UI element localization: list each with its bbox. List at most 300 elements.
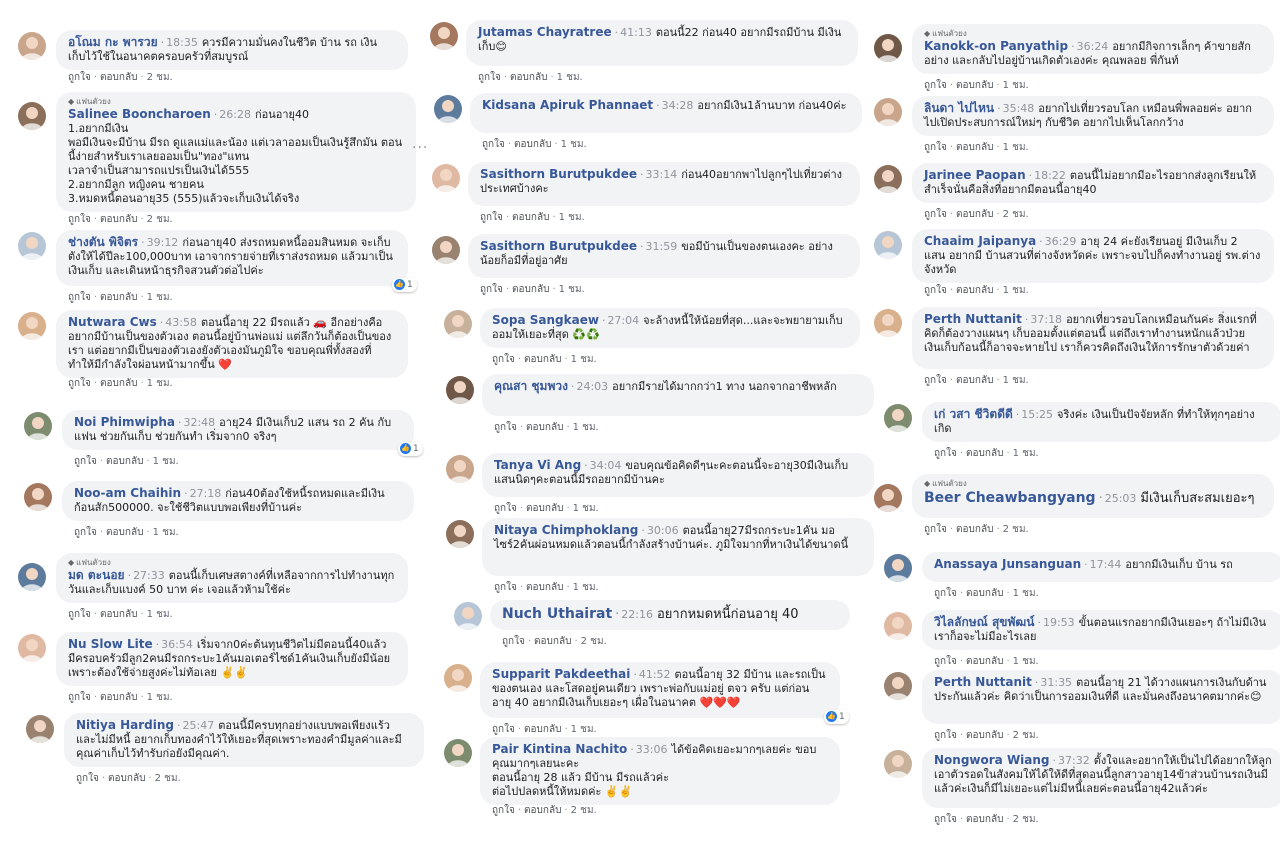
separator-dot: · — [949, 524, 954, 535]
comment-text: ตอนนี้ไม่อยากมีอะไรอยากส่งลูกเรียนให้สำเร็จนั่นคือสิ่งที่อยากมีตอนนี้อายุ40 — [924, 169, 1257, 196]
commenter-name[interactable]: Nitaya Chimphoklang — [494, 523, 639, 537]
separator-dot: · — [517, 354, 522, 365]
avatar[interactable] — [884, 672, 912, 700]
video-timestamp[interactable]: 32:48 — [183, 416, 216, 429]
like-link[interactable]: ถูกใจ — [934, 814, 957, 825]
reply-link[interactable]: ตอบกลับ — [106, 456, 144, 467]
commenter-name[interactable]: อโณม กะ พารวย — [68, 35, 158, 49]
separator-dot: · — [566, 422, 570, 433]
commenter-name[interactable]: Anassaya Junsanguan — [934, 557, 1082, 571]
reply-link[interactable]: ตอบกลับ — [956, 285, 994, 296]
separator-dot: · — [601, 314, 606, 327]
video-timestamp[interactable]: 43:58 — [165, 316, 197, 329]
separator-dot: · — [93, 609, 98, 620]
like-link[interactable]: ถูกใจ — [924, 285, 947, 296]
reply-link[interactable]: ตอบกลับ — [966, 448, 1004, 459]
comment-actions — [924, 522, 1029, 537]
comment — [874, 24, 1274, 96]
video-timestamp[interactable]: 41:13 — [620, 26, 652, 39]
like-link[interactable]: ถูกใจ — [74, 456, 97, 467]
avatar[interactable] — [18, 634, 46, 662]
commenter-name[interactable]: Supparit Pakdeethai — [492, 667, 631, 681]
video-timestamp[interactable]: 36:29 — [1044, 235, 1077, 248]
comment-bubble — [912, 163, 1274, 203]
diamond-badge-icon: ◆ — [924, 29, 931, 38]
comment-text: มีเงินเก็บสะสมเยอะๆ — [1140, 491, 1255, 506]
commenter-name[interactable]: คุณสา ชุมพวง — [494, 379, 568, 393]
time-ago: 1 ชม. — [1002, 375, 1029, 386]
like-link[interactable]: ถูกใจ — [68, 378, 91, 389]
separator-dot: · — [101, 773, 106, 784]
video-timestamp[interactable]: 37:32 — [1058, 754, 1090, 767]
commenter-name[interactable]: Kanokk-on Panyathip — [924, 39, 1069, 53]
commenter-name[interactable]: ช่างตัน พิจิตร — [68, 235, 139, 249]
commenter-name[interactable]: Nongwora Wiang — [934, 753, 1050, 767]
comment-text: อายุ24 มีเงินเก็บ2 แสน รถ 2 คัน กับแฟน ช่วยกันเก็บ ช่วยกันทำ เริ่มจาก0 จริงๆ — [74, 416, 392, 443]
comment-text: อยากมีกิจการเล็กๆ ค้าขายสักอย่าง และกลับไปอยู่บ้านเกิดตัวเองค่ะ คุณพลอย พี่กันท์ — [924, 40, 1251, 67]
comment-bubble — [912, 96, 1274, 136]
video-timestamp[interactable]: 34:28 — [661, 99, 694, 112]
comment-actions — [494, 580, 599, 595]
separator-dot: · — [159, 316, 164, 329]
reply-link[interactable]: ตอบกลับ — [956, 80, 994, 91]
like-link[interactable]: ถูกใจ — [74, 527, 97, 538]
avatar[interactable] — [884, 612, 912, 640]
like-link[interactable]: ถูกใจ — [934, 730, 957, 741]
time-ago: 1 ชม. — [570, 724, 597, 735]
comment-bubble — [912, 307, 1274, 369]
separator-dot: · — [146, 456, 150, 467]
separator-dot: · — [141, 236, 145, 249]
like-link[interactable]: ถูกใจ — [492, 805, 515, 816]
avatar[interactable] — [446, 520, 474, 548]
commenter-name[interactable]: Sasithorn Burutpukdee — [480, 239, 638, 253]
time-ago: 2 ชม. — [1012, 730, 1039, 741]
comment-actions — [74, 454, 179, 469]
comment-bubble — [56, 310, 408, 378]
video-timestamp[interactable]: 41:52 — [638, 668, 671, 681]
time-ago: 1 ชม. — [1002, 142, 1029, 153]
avatar[interactable] — [24, 483, 52, 511]
separator-dot: · — [552, 284, 556, 295]
commenter-name[interactable]: Nuch Uthairat — [502, 606, 613, 622]
like-link[interactable]: ถูกใจ — [76, 773, 99, 784]
reply-link[interactable]: ตอบกลับ — [106, 527, 144, 538]
comment-actions — [68, 607, 173, 622]
like-link[interactable]: ถูกใจ — [502, 636, 525, 647]
video-timestamp[interactable]: 27:04 — [607, 314, 640, 327]
avatar[interactable] — [444, 310, 472, 338]
comment-text: ตอนนี้มีครบทุกอย่างแบบพอเพียงแร้ว และไม่มีหนี้ อยากเก็บทองคำไว้ให้เยอะที่สุดเพราะทองคำมีมูลค่าและมีคุณค่าเก็บไว้ทำรับก่อยังมีคุณค่า. — [76, 719, 402, 760]
avatar[interactable] — [434, 95, 462, 123]
avatar[interactable] — [432, 236, 460, 264]
comment — [18, 230, 413, 308]
video-timestamp[interactable]: 18:22 — [1034, 169, 1066, 182]
reply-link[interactable]: ตอบกลับ — [956, 209, 994, 220]
comment-actions — [502, 634, 607, 649]
avatar[interactable] — [18, 563, 46, 591]
separator-dot: · — [517, 724, 522, 735]
commenter-name[interactable]: Pair Kintina Nachito — [492, 742, 628, 756]
comment-text: อยากเที่ยวรอบโลกเหมือนกันค่ะ สิ่งแรกที่คิดก็ต้องวางแผนๆ เก็บออมตั้งแต่ตอนนี้ แต่ถึงเราทำงานหนักแล้วป่วย เงินเก็บก้อนนี้ก็อาจจะหายไป เราก็ควรคิดถึงเงินให้การรักษาตัวด้วยค่า — [924, 313, 1257, 354]
comment-bubble — [482, 453, 874, 497]
comment-text: ตอนนี้อายุ 32 มีบ้าน และรถเป็นของตนเอง และโสดอยู่คนเดียว เพราะพ่อกับแม่อยู่ ตจว ครับ แต่ก่อนอายุ 40 อยากมีเงินเก็บเยอะๆ เผื่อในอนาคต ❤️❤️❤️ — [492, 668, 826, 709]
comment-actions — [68, 212, 173, 227]
comment-text: ควรมีความมั่นคงในชีวิต บ้าน รถ เงิน เก็บไว้ใช้ในอนาคตครอบครัวที่สมบูรณ์ — [68, 36, 381, 63]
commenter-name[interactable]: Nutwara Cws — [68, 315, 157, 329]
like-link[interactable]: ถูกใจ — [68, 72, 91, 83]
comment — [884, 670, 1274, 746]
reaction-count[interactable] — [398, 442, 423, 456]
avatar[interactable] — [18, 32, 46, 60]
avatar[interactable] — [446, 376, 474, 404]
separator-dot: · — [996, 80, 1000, 91]
reply-link[interactable]: ตอบกลับ — [966, 730, 1004, 741]
separator-dot: · — [140, 378, 144, 389]
time-ago: 2 ชม. — [580, 636, 607, 647]
comment-bubble — [922, 552, 1280, 582]
like-link[interactable]: ถูกใจ — [934, 656, 957, 667]
time-ago: 1 ชม. — [556, 72, 583, 83]
like-link[interactable]: ถูกใจ — [68, 214, 91, 225]
comment-text: ตอนนี้22 ก่อน40 อยากมีรถมีบ้าน มีเงินเก็บ😊 — [478, 26, 842, 53]
like-link[interactable]: ถูกใจ — [924, 524, 947, 535]
video-timestamp[interactable]: 35:48 — [1002, 102, 1035, 115]
video-timestamp[interactable]: 33:14 — [645, 168, 678, 181]
video-timestamp[interactable]: 31:59 — [645, 240, 678, 253]
separator-dot: · — [552, 212, 556, 223]
comment-actions — [480, 282, 585, 297]
comment-text: อยากมีเงินเก็บ บ้าน รถ — [1125, 558, 1233, 571]
separator-dot: · — [1071, 40, 1075, 53]
time-ago: 2 ชม. — [146, 72, 173, 83]
avatar[interactable] — [454, 602, 482, 630]
reaction-count[interactable] — [392, 278, 417, 292]
separator-dot: · — [640, 168, 644, 181]
like-link[interactable]: ถูกใจ — [68, 609, 91, 620]
reply-link[interactable]: ตอบกลับ — [526, 582, 564, 593]
separator-dot: · — [140, 72, 144, 83]
commenter-name[interactable]: Perth Nuttanit — [924, 312, 1022, 326]
separator-dot: · — [959, 814, 964, 825]
reaction-count[interactable] — [824, 710, 849, 724]
commenter-name[interactable]: Perth Nuttanit — [934, 675, 1032, 689]
comment-text: จริงค่ะ เงินเป็นปัจจัยหลัก ที่ทำให้ทุกๆอย่างเกิด — [934, 408, 1255, 435]
like-link[interactable]: ถูกใจ — [494, 582, 517, 593]
comment-text: อยากหมดหนี้ก่อนอายุ 40 — [656, 607, 799, 622]
separator-dot: · — [615, 607, 620, 622]
top-fan-label: แฟนตัวยง — [76, 97, 111, 106]
commenter-name[interactable]: Jarinee Paopan — [924, 168, 1026, 182]
commenter-name[interactable]: เก่ วสา ชีวิตดีดี — [934, 407, 1013, 421]
comment-actions — [480, 210, 585, 225]
reply-link[interactable]: ตอบกลับ — [100, 214, 138, 225]
separator-dot: · — [160, 36, 165, 49]
reply-link[interactable]: ตอบกลับ — [524, 724, 562, 735]
commenter-name[interactable]: มด ตะนอย — [68, 568, 125, 582]
video-timestamp[interactable]: 34:04 — [589, 459, 622, 472]
like-link[interactable]: ถูกใจ — [478, 72, 501, 83]
comment — [446, 518, 860, 598]
like-link[interactable]: ถูกใจ — [924, 80, 947, 91]
avatar[interactable] — [18, 232, 46, 260]
time-ago: 1 ชม. — [570, 354, 597, 365]
reply-link[interactable]: ตอบกลับ — [526, 503, 564, 514]
reply-link[interactable]: ตอบกลับ — [524, 354, 562, 365]
avatar[interactable] — [874, 165, 902, 193]
like-thumb-icon: 👍 — [827, 712, 836, 720]
separator-dot: · — [570, 380, 575, 393]
commenter-name[interactable]: Nitiya Harding — [76, 718, 174, 732]
avatar[interactable] — [884, 404, 912, 432]
separator-dot: · — [1098, 491, 1103, 506]
separator-dot: · — [99, 527, 104, 538]
avatar[interactable] — [26, 715, 54, 743]
comment — [446, 374, 860, 438]
avatar[interactable] — [18, 312, 46, 340]
reply-link[interactable]: ตอบกลับ — [514, 139, 552, 150]
separator-dot: · — [949, 375, 954, 386]
separator-dot: · — [1006, 588, 1010, 599]
comment-bubble — [56, 92, 416, 212]
commenter-name[interactable]: Kidsana Apiruk Phannaet — [482, 98, 654, 112]
reply-link[interactable]: ตอบกลับ — [100, 378, 138, 389]
video-timestamp[interactable]: 39:12 — [146, 236, 179, 249]
comment-text: ตอนนี้อายุ 22 มีรถแล้ว 🚗 อีกอย่างคือ อยากมีบ้านเป็นของตัวเอง ตอนนี้อยู่บ้านพ่อแม่ แต่ลึกวันก็ต้องเป็นของเรา แต่อยากมีเป็นของตัวเองยังตัวเองมันภูมิใจ ขอบคุณพี่ทั้งสองที่ทำให้มีกำลังใจผ่อนหน้ามากขึ้น ❤️ — [68, 316, 392, 371]
separator-dot: · — [554, 139, 558, 150]
video-timestamp[interactable]: 26:28 — [219, 108, 251, 121]
avatar[interactable] — [444, 739, 472, 767]
comment-actions — [76, 771, 181, 786]
time-ago: 1 ชม. — [1012, 588, 1039, 599]
like-link[interactable]: ถูกใจ — [68, 292, 91, 303]
reply-link[interactable]: ตอบกลับ — [966, 814, 1004, 825]
avatar[interactable] — [444, 664, 472, 692]
video-timestamp[interactable]: 37:18 — [1030, 313, 1063, 326]
comment — [26, 713, 410, 789]
top-fan-badge — [924, 479, 1262, 489]
comment — [874, 307, 1274, 391]
like-thumb-icon: 👍 — [401, 444, 410, 452]
separator-dot: · — [656, 99, 660, 112]
separator-dot: · — [959, 588, 964, 599]
like-link[interactable]: ถูกใจ — [924, 142, 947, 153]
commenter-name[interactable]: Sasithorn Burutpukdee — [480, 167, 638, 181]
avatar[interactable] — [884, 750, 912, 778]
avatar[interactable] — [18, 102, 46, 130]
reply-link[interactable]: ตอบกลับ — [956, 524, 994, 535]
comment — [454, 600, 860, 652]
video-timestamp[interactable]: 22:16 — [621, 608, 653, 621]
reply-link[interactable]: ตอบกลับ — [512, 284, 550, 295]
avatar[interactable] — [874, 484, 902, 512]
separator-dot: · — [949, 142, 954, 153]
commenter-name[interactable]: Noi Phimwipha — [74, 415, 175, 429]
commenter-name[interactable]: Salinee Booncharoen — [68, 107, 211, 121]
avatar[interactable] — [24, 412, 52, 440]
comment-text: ขอบคุณข้อคิดดีๆนะคะตอนนี้จะอายุ30มีเงินเก็บแสนนิดๆคะตอนนี้มีรถอยากมีบ้านคะ — [494, 459, 849, 486]
separator-dot: · — [566, 582, 570, 593]
separator-dot: · — [519, 422, 524, 433]
avatar[interactable] — [874, 34, 902, 62]
time-ago: 1 ชม. — [146, 292, 173, 303]
video-timestamp[interactable]: 31:35 — [1040, 676, 1073, 689]
top-fan-label: แฟนตัวยง — [932, 29, 967, 38]
video-timestamp[interactable]: 24:03 — [576, 380, 609, 393]
time-ago: 2 ชม. — [1012, 814, 1039, 825]
separator-dot: · — [949, 209, 954, 220]
separator-dot: · — [633, 668, 637, 681]
comment — [18, 632, 410, 708]
separator-dot: · — [213, 108, 218, 121]
avatar[interactable] — [874, 231, 902, 259]
separator-dot: · — [1006, 730, 1010, 741]
comment-actions — [482, 137, 587, 152]
reply-link[interactable]: ตอบกลับ — [510, 72, 548, 83]
time-ago: 1 ชม. — [152, 456, 179, 467]
like-link[interactable]: ถูกใจ — [494, 422, 517, 433]
like-link[interactable]: ถูกใจ — [934, 448, 957, 459]
commenter-name[interactable]: Beer Cheawbangyang — [924, 490, 1096, 506]
like-link[interactable]: ถูกใจ — [482, 139, 505, 150]
comment-actions — [924, 207, 1029, 222]
separator-dot: · — [996, 285, 1000, 296]
avatar[interactable] — [446, 455, 474, 483]
comment-bubble — [468, 234, 860, 278]
commenter-name[interactable]: Jutamas Chayratree — [478, 25, 612, 39]
reply-link[interactable]: ตอบกลับ — [108, 773, 146, 784]
time-ago: 2 ชม. — [146, 214, 173, 225]
like-link[interactable]: ถูกใจ — [924, 209, 947, 220]
video-timestamp[interactable]: 19:53 — [1042, 616, 1075, 629]
separator-dot: · — [1084, 558, 1088, 571]
video-timestamp[interactable]: 25:03 — [1104, 492, 1137, 505]
comment — [430, 20, 860, 88]
comment-text: ได้ข้อคิดเยอะมากๆเลยค่ะ ขอบคุณมากๆเลยนะคะ ตอนนี้อายุ 28 แล้ว มีบ้าน มีรถแล้วค่ะ ต่อไปปลดหนี้ให้หมดค่ะ ✌️✌️ — [492, 743, 817, 798]
comment — [18, 30, 410, 88]
reply-link[interactable]: ตอบกลับ — [100, 72, 138, 83]
separator-dot: · — [184, 487, 188, 500]
comment-actions — [924, 373, 1029, 388]
reply-link[interactable]: ตอบกลับ — [526, 422, 564, 433]
video-timestamp[interactable]: 30:06 — [646, 524, 679, 537]
like-link[interactable]: ถูกใจ — [492, 354, 515, 365]
separator-dot: · — [641, 524, 645, 537]
separator-dot: · — [507, 139, 512, 150]
video-timestamp[interactable]: 27:33 — [133, 569, 165, 582]
video-timestamp[interactable]: 15:25 — [1021, 408, 1053, 421]
commenter-name[interactable]: Sopa Sangkaew — [492, 313, 599, 327]
separator-dot: · — [564, 805, 568, 816]
separator-dot: · — [93, 378, 98, 389]
comment — [24, 410, 419, 472]
like-link[interactable]: ถูกใจ — [480, 212, 503, 223]
comment-text: จะล้างหนี้ให้น้อยที่สุด...และจะพยายามเก็บออมให้เยอะที่สุด ♻️♻️ — [492, 314, 843, 341]
reply-link[interactable]: ตอบกลับ — [966, 656, 1004, 667]
video-timestamp[interactable]: 17:44 — [1089, 558, 1122, 571]
video-timestamp[interactable]: 33:06 — [635, 743, 668, 756]
top-fan-badge — [68, 97, 404, 107]
avatar[interactable] — [874, 98, 902, 126]
video-timestamp[interactable]: 18:35 — [166, 36, 198, 49]
commenter-name[interactable]: Tanya Vi Ang — [494, 458, 582, 472]
top-fan-badge — [924, 29, 1262, 39]
avatar[interactable] — [432, 164, 460, 192]
video-timestamp[interactable]: 25:47 — [182, 719, 215, 732]
comment-bubble — [470, 93, 862, 133]
commenter-name[interactable]: Chaaim Jaipanya — [924, 234, 1037, 248]
time-ago: 1 ชม. — [1002, 80, 1029, 91]
more-options-icon[interactable]: ··· — [412, 140, 429, 156]
commenter-name[interactable]: Nu Slow Lite — [68, 637, 153, 651]
avatar[interactable] — [430, 22, 458, 50]
time-ago: 1 ชม. — [146, 609, 173, 620]
reply-link[interactable]: ตอบกลับ — [534, 636, 572, 647]
comment-bubble — [56, 230, 408, 286]
separator-dot: · — [1024, 313, 1029, 326]
separator-dot: · — [584, 459, 588, 472]
reply-link[interactable]: ตอบกลับ — [100, 692, 138, 703]
comment-text: ขอมีบ้านเป็นของตนเองคะ อย่างน้อยก็อมีที่อยู่อาศัย — [480, 240, 833, 267]
time-ago: 1 ชม. — [146, 378, 173, 389]
like-link[interactable]: ถูกใจ — [924, 375, 947, 386]
comment-bubble — [480, 737, 840, 805]
avatar[interactable] — [874, 309, 902, 337]
like-link[interactable]: ถูกใจ — [480, 284, 503, 295]
video-timestamp[interactable]: 36:24 — [1076, 40, 1109, 53]
avatar[interactable] — [884, 554, 912, 582]
separator-dot: · — [93, 292, 98, 303]
time-ago: 2 ชม. — [1002, 209, 1029, 220]
video-timestamp[interactable]: 27:18 — [189, 487, 222, 500]
comment-bubble — [912, 229, 1274, 283]
comment-bubble — [480, 662, 840, 718]
commenter-name[interactable]: Noo-am Chaihin — [74, 486, 182, 500]
separator-dot: · — [1034, 676, 1039, 689]
separator-dot: · — [140, 214, 144, 225]
separator-dot: · — [566, 503, 570, 514]
reply-link[interactable]: ตอบกลับ — [100, 292, 138, 303]
comment-text: ตอนนี้เก็บเศษสตางค์ที่เหลือจากการไปทำงานทุกวันและเก็บแบงค์ 50 บาท ค่ะ เจอแล้วห้ามใช้ค่ะ — [68, 569, 395, 596]
reply-link[interactable]: ตอบกลับ — [524, 805, 562, 816]
separator-dot: · — [630, 743, 634, 756]
reply-link[interactable]: ตอบกลับ — [956, 142, 994, 153]
comment-bubble — [912, 24, 1274, 74]
video-timestamp[interactable]: 36:54 — [161, 638, 193, 651]
commenter-name[interactable]: ลินดา ไปไหน — [924, 101, 995, 115]
comment-actions — [494, 420, 599, 435]
separator-dot: · — [1006, 656, 1010, 667]
reply-link[interactable]: ตอบกลับ — [512, 212, 550, 223]
comment-text: เริ่มจาก0ค่ะต้นทุนชีวิตไม่มีตอนนี้40แล้ว มีครอบครัวมีลูก2คนมีรถกระบะ1คันมอเตอร์ไซด์1คันเงินเก็บยังมีน้อย เพราะต้องใช้จ่ายสูงค่ะไม่ท้อเลย ✌️✌️ — [68, 638, 394, 679]
comment-actions — [924, 78, 1029, 93]
comment-text: อยากมีรายได้มากกว่า1 ทาง นอกจากอาชีพหลัก — [612, 380, 837, 393]
time-ago: 1 ชม. — [1002, 285, 1029, 296]
time-ago: 1 ชม. — [558, 212, 585, 223]
like-link[interactable]: ถูกใจ — [492, 724, 515, 735]
time-ago: 1 ชม. — [560, 139, 587, 150]
like-link[interactable]: ถูกใจ — [934, 588, 957, 599]
separator-dot: · — [1006, 814, 1010, 825]
reply-link[interactable]: ตอบกลับ — [956, 375, 994, 386]
reply-link[interactable]: ตอบกลับ — [100, 609, 138, 620]
like-link[interactable]: ถูกใจ — [68, 692, 91, 703]
commenter-name[interactable]: วิไลลักษณ์ สุขพัฒน์ — [934, 615, 1035, 629]
reply-link[interactable]: ตอบกลับ — [966, 588, 1004, 599]
separator-dot: · — [519, 582, 524, 593]
separator-dot: · — [177, 416, 182, 429]
like-link[interactable]: ถูกใจ — [494, 503, 517, 514]
